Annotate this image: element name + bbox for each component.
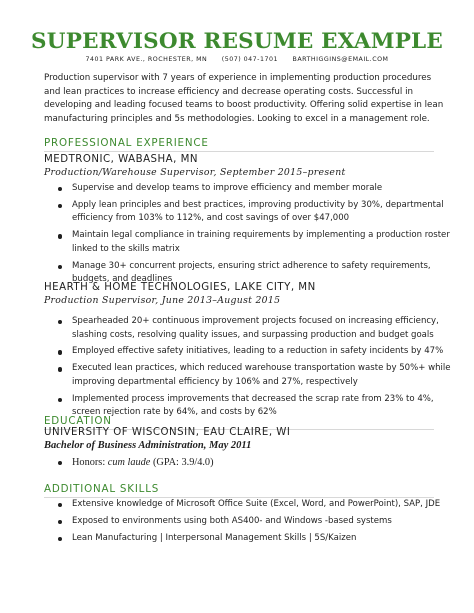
job-company: HEARTH & HOME TECHNOLOGIES, LAKE CITY, MN [44,282,316,293]
list-item: Supervise and develop teams to improve efficiency and member morale [72,182,456,196]
list-item: Employed effective safety initiatives, leading to a reduction in safety incidents by 47% [72,345,456,359]
contact-line [0,55,474,65]
education-school: UNIVERSITY OF WISCONSIN, EAU CLAIRE, WI [44,427,291,438]
contact-phone: (507) 047-1701 [221,56,278,63]
contact-address: 7401 PARK AVE., ROCHESTER, MN [85,56,208,63]
section-divider [44,151,434,152]
contact-email: BARTHIGGINS@EMAIL.COM [292,56,389,63]
list-item: Executed lean practices, which reduced warehouse transportation waste by 50%+ while improving departmental efficiency by 106% and 27%, respectively [72,362,456,389]
list-item: Manage 30+ concurrent projects, ensuring strict adherence to safety requirements, budgets, and deadlines [72,260,456,287]
section-heading-experience: PROFESSIONAL EXPERIENCE [44,137,209,149]
education-bullet-list [52,456,456,473]
list-item: Implemented process improvements that decreased the scrap rate from 23% to 4%, screen rejection rate by 64%, and costs by 62% [72,393,456,420]
job-company: MEDTRONIC, WABASHA, MN [44,154,199,165]
list-item: Spearheaded 20+ continuous improvement projects focused on increasing efficiency, slashing costs, resolving quality issues, and surpassing production and budget goals [72,315,456,342]
skills-bullet-list [52,498,456,548]
summary-paragraph: Production supervisor with 7 years of experience in implementing production procedures and lean practices to increase efficiency and decrease operating costs. Successful in developing and leading focused teams to boost productivity. Offering solid expertise in lean manufacturing principles and 5s methodologies. Looking to excel in a management role. [44,73,444,124]
job-role: Production/Warehouse Supervisor, September 2015–present [44,167,346,178]
job-role: Production Supervisor, June 2013–August 2015 [44,295,281,306]
list-item: Maintain legal compliance in training requirements by implementing a production roster linked to the skills matrix [72,229,456,256]
list-item [72,456,456,470]
resume-title: SUPERVISOR RESUME EXAMPLE [31,29,443,54]
honors-gpa: (GPA: 3.9/4.0) [150,457,214,468]
section-heading-education: EDUCATION [44,415,112,427]
list-item: Lean Manufacturing | Interpersonal Management Skills | 5S/Kaizen [72,532,456,546]
education-degree: Bachelor of Business Administration, May 2011 [44,440,252,451]
section-heading-skills: ADDITIONAL SKILLS [44,483,160,495]
honors-label: Honors: [72,457,108,468]
list-item: Apply lean principles and best practices, improving productivity by 30%, departmental efficiency from 103% to 112%, and cost savings of over $47,000 [72,199,456,226]
list-item: Extensive knowledge of Microsoft Office Suite (Excel, Word, and PowerPoint), SAP, JDE [72,498,456,512]
list-item: Exposed to environments using both AS400- and Windows -based systems [72,515,456,529]
job-bullet-list [52,182,456,290]
honors-value: cum laude [107,457,151,468]
job-bullet-list [52,315,456,423]
